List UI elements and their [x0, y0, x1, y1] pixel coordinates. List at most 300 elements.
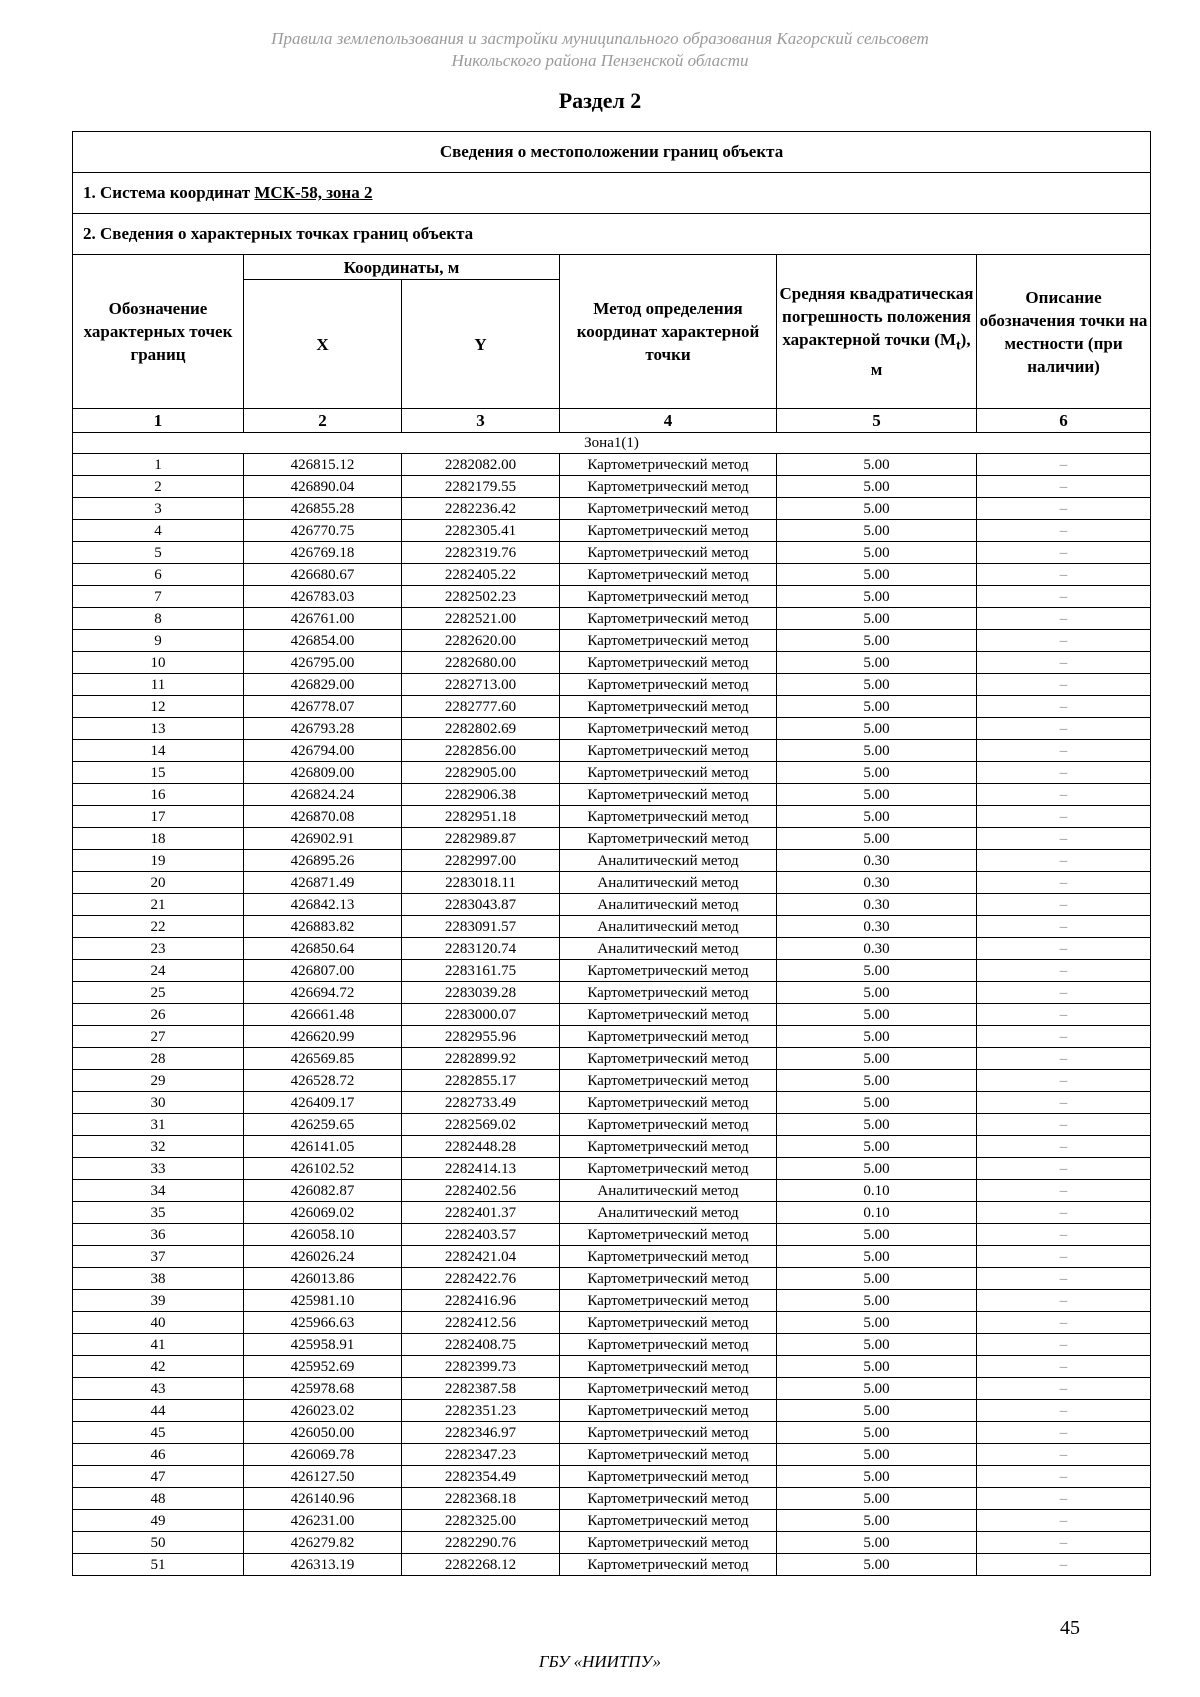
y-coordinate-cell: 2282802.69 — [402, 718, 560, 740]
description-cell: – — [977, 1444, 1151, 1466]
y-coordinate-cell: 2283161.75 — [402, 960, 560, 982]
x-coordinate-cell: 426824.24 — [244, 784, 402, 806]
description-cell: – — [977, 1202, 1151, 1224]
x-coordinate-cell: 426231.00 — [244, 1510, 402, 1532]
point-id-cell: 39 — [73, 1290, 244, 1312]
table-row — [73, 1290, 1151, 1312]
error-cell: 5.00 — [777, 630, 977, 652]
point-id-cell: 50 — [73, 1532, 244, 1554]
table-body — [73, 454, 1151, 1576]
table-row — [73, 828, 1151, 850]
x-coordinate-cell: 426141.05 — [244, 1136, 402, 1158]
y-coordinate-cell: 2282402.56 — [402, 1180, 560, 1202]
error-cell: 5.00 — [777, 1246, 977, 1268]
error-cell: 5.00 — [777, 784, 977, 806]
method-cell: Картометрический метод — [560, 1246, 777, 1268]
method-cell: Картометрический метод — [560, 1422, 777, 1444]
description-cell: – — [977, 1488, 1151, 1510]
x-coordinate-cell: 426871.49 — [244, 872, 402, 894]
point-id-cell: 27 — [73, 1026, 244, 1048]
point-id-cell: 16 — [73, 784, 244, 806]
page-number: 45 — [1060, 1617, 1080, 1639]
y-coordinate-cell: 2282236.42 — [402, 498, 560, 520]
point-id-cell: 8 — [73, 608, 244, 630]
x-coordinate-cell: 426783.03 — [244, 586, 402, 608]
x-coordinate-cell: 426795.00 — [244, 652, 402, 674]
error-cell: 5.00 — [777, 960, 977, 982]
description-cell: – — [977, 652, 1151, 674]
error-cell: 5.00 — [777, 1136, 977, 1158]
error-cell: 0.30 — [777, 894, 977, 916]
y-coordinate-cell: 2282405.22 — [402, 564, 560, 586]
point-id-cell: 13 — [73, 718, 244, 740]
x-coordinate-cell: 426842.13 — [244, 894, 402, 916]
y-coordinate-cell: 2282412.56 — [402, 1312, 560, 1334]
points-section-title: 2. Сведения о характерных точках границ объекта — [73, 214, 1151, 255]
x-coordinate-cell: 426058.10 — [244, 1224, 402, 1246]
description-cell: – — [977, 1554, 1151, 1576]
coordinate-system-label: 1. Система координат — [83, 183, 255, 202]
point-id-cell: 48 — [73, 1488, 244, 1510]
method-cell: Картометрический метод — [560, 1070, 777, 1092]
error-cell: 5.00 — [777, 674, 977, 696]
method-cell: Картометрический метод — [560, 630, 777, 652]
y-coordinate-cell: 2282290.76 — [402, 1532, 560, 1554]
table-row — [73, 1004, 1151, 1026]
table-row — [73, 1224, 1151, 1246]
error-cell: 5.00 — [777, 1422, 977, 1444]
section-title: Раздел 2 — [558, 88, 642, 113]
error-cell: 5.00 — [777, 1290, 977, 1312]
error-cell: 5.00 — [777, 1378, 977, 1400]
error-cell: 5.00 — [777, 652, 977, 674]
x-coordinate-cell: 426023.02 — [244, 1400, 402, 1422]
header-line-1: Правила землепользования и застройки муниципального образования Кагорский сельсовет — [271, 29, 929, 48]
method-cell: Картометрический метод — [560, 740, 777, 762]
y-coordinate-cell: 2282955.96 — [402, 1026, 560, 1048]
point-id-cell: 21 — [73, 894, 244, 916]
point-id-cell: 46 — [73, 1444, 244, 1466]
table-row — [73, 916, 1151, 938]
error-cell: 5.00 — [777, 586, 977, 608]
error-cell: 0.30 — [777, 916, 977, 938]
point-id-cell: 34 — [73, 1180, 244, 1202]
description-cell: – — [977, 674, 1151, 696]
header-description: Описание обозначения точки на местности (при наличии) — [977, 255, 1151, 409]
x-coordinate-cell: 426902.91 — [244, 828, 402, 850]
description-cell: – — [977, 696, 1151, 718]
header-coordinates: Координаты, м — [244, 255, 560, 280]
table-row — [73, 454, 1151, 476]
method-cell: Картометрический метод — [560, 696, 777, 718]
method-cell: Картометрический метод — [560, 1554, 777, 1576]
error-cell: 5.00 — [777, 982, 977, 1004]
method-cell: Картометрический метод — [560, 1488, 777, 1510]
y-coordinate-cell: 2282403.57 — [402, 1224, 560, 1246]
table-row — [73, 564, 1151, 586]
y-coordinate-cell: 2282399.73 — [402, 1356, 560, 1378]
method-cell: Картометрический метод — [560, 1334, 777, 1356]
method-cell: Картометрический метод — [560, 1378, 777, 1400]
y-coordinate-cell: 2282414.13 — [402, 1158, 560, 1180]
method-cell: Картометрический метод — [560, 498, 777, 520]
description-cell: – — [977, 916, 1151, 938]
document-header — [0, 28, 1200, 72]
table-row — [73, 1334, 1151, 1356]
y-coordinate-cell: 2282680.00 — [402, 652, 560, 674]
point-id-cell: 20 — [73, 872, 244, 894]
table-row — [73, 1202, 1151, 1224]
description-cell: – — [977, 454, 1151, 476]
error-cell: 5.00 — [777, 1400, 977, 1422]
description-cell: – — [977, 1114, 1151, 1136]
table-row — [73, 1312, 1151, 1334]
y-coordinate-cell: 2282354.49 — [402, 1466, 560, 1488]
point-id-cell: 44 — [73, 1400, 244, 1422]
method-cell: Аналитический метод — [560, 1180, 777, 1202]
description-cell: – — [977, 1356, 1151, 1378]
description-cell: – — [977, 1004, 1151, 1026]
x-coordinate-cell: 425958.91 — [244, 1334, 402, 1356]
point-id-cell: 32 — [73, 1136, 244, 1158]
description-cell: – — [977, 1400, 1151, 1422]
point-id-cell: 38 — [73, 1268, 244, 1290]
table-row — [73, 1092, 1151, 1114]
x-coordinate-cell: 426140.96 — [244, 1488, 402, 1510]
y-coordinate-cell: 2282777.60 — [402, 696, 560, 718]
error-cell: 5.00 — [777, 1356, 977, 1378]
method-cell: Картометрический метод — [560, 564, 777, 586]
point-id-cell: 14 — [73, 740, 244, 762]
x-coordinate-cell: 426680.67 — [244, 564, 402, 586]
description-cell: – — [977, 498, 1151, 520]
x-coordinate-cell: 426770.75 — [244, 520, 402, 542]
point-id-cell: 23 — [73, 938, 244, 960]
x-coordinate-cell: 426259.65 — [244, 1114, 402, 1136]
method-cell: Картометрический метод — [560, 652, 777, 674]
error-cell: 5.00 — [777, 564, 977, 586]
method-cell: Картометрический метод — [560, 1092, 777, 1114]
y-coordinate-cell: 2282325.00 — [402, 1510, 560, 1532]
description-cell: – — [977, 872, 1151, 894]
method-cell: Картометрический метод — [560, 784, 777, 806]
description-cell: – — [977, 1334, 1151, 1356]
point-id-cell: 40 — [73, 1312, 244, 1334]
y-coordinate-cell: 2282351.23 — [402, 1400, 560, 1422]
x-coordinate-cell: 426050.00 — [244, 1422, 402, 1444]
table-row — [73, 1048, 1151, 1070]
description-cell: – — [977, 1422, 1151, 1444]
method-cell: Картометрический метод — [560, 674, 777, 696]
column-number-4: 4 — [560, 409, 777, 433]
table-banner: Сведения о местоположении границ объекта — [73, 132, 1151, 173]
description-cell: – — [977, 1290, 1151, 1312]
description-cell: – — [977, 806, 1151, 828]
table-row — [73, 1378, 1151, 1400]
x-coordinate-cell: 426769.18 — [244, 542, 402, 564]
point-id-cell: 35 — [73, 1202, 244, 1224]
table-row — [73, 1400, 1151, 1422]
x-coordinate-cell: 426069.02 — [244, 1202, 402, 1224]
point-id-cell: 42 — [73, 1356, 244, 1378]
table-row — [73, 674, 1151, 696]
error-cell: 5.00 — [777, 828, 977, 850]
description-cell: – — [977, 960, 1151, 982]
description-cell: – — [977, 586, 1151, 608]
description-cell: – — [977, 630, 1151, 652]
x-coordinate-cell: 426013.86 — [244, 1268, 402, 1290]
description-cell: – — [977, 1510, 1151, 1532]
method-cell: Картометрический метод — [560, 1532, 777, 1554]
error-cell: 5.00 — [777, 1312, 977, 1334]
method-cell: Картометрический метод — [560, 1158, 777, 1180]
error-cell: 5.00 — [777, 1444, 977, 1466]
point-id-cell: 41 — [73, 1334, 244, 1356]
description-cell: – — [977, 718, 1151, 740]
y-coordinate-cell: 2282387.58 — [402, 1378, 560, 1400]
method-cell: Картометрический метод — [560, 542, 777, 564]
point-id-cell: 37 — [73, 1246, 244, 1268]
error-cell: 0.30 — [777, 872, 977, 894]
table-row — [73, 1070, 1151, 1092]
x-coordinate-cell: 426761.00 — [244, 608, 402, 630]
error-cell: 5.00 — [777, 1466, 977, 1488]
error-cell: 0.30 — [777, 850, 977, 872]
y-coordinate-cell: 2283018.11 — [402, 872, 560, 894]
method-cell: Картометрический метод — [560, 1290, 777, 1312]
y-coordinate-cell: 2282855.17 — [402, 1070, 560, 1092]
table-row — [73, 1246, 1151, 1268]
y-coordinate-cell: 2282713.00 — [402, 674, 560, 696]
table-row — [73, 1114, 1151, 1136]
method-cell: Картометрический метод — [560, 1268, 777, 1290]
point-id-cell: 3 — [73, 498, 244, 520]
method-cell: Аналитический метод — [560, 938, 777, 960]
table-row — [73, 608, 1151, 630]
header-error: Средняя квадратическая погрешность положения характерной точки $(M_t)$, м — [777, 255, 977, 409]
header-point: Обозначение характерных точек границ — [73, 255, 244, 409]
y-coordinate-cell: 2282401.37 — [402, 1202, 560, 1224]
table-row — [73, 938, 1151, 960]
column-number-1: 1 — [73, 409, 244, 433]
method-cell: Картометрический метод — [560, 1048, 777, 1070]
point-id-cell: 49 — [73, 1510, 244, 1532]
error-cell: 5.00 — [777, 542, 977, 564]
table-row — [73, 696, 1151, 718]
y-coordinate-cell: 2282989.87 — [402, 828, 560, 850]
method-cell: Картометрический метод — [560, 1312, 777, 1334]
error-cell: 5.00 — [777, 1026, 977, 1048]
y-coordinate-cell: 2282448.28 — [402, 1136, 560, 1158]
error-cell: 5.00 — [777, 1048, 977, 1070]
error-cell: 5.00 — [777, 1158, 977, 1180]
table-row — [73, 652, 1151, 674]
y-coordinate-cell: 2282569.02 — [402, 1114, 560, 1136]
x-coordinate-cell: 426069.78 — [244, 1444, 402, 1466]
table-row — [73, 1554, 1151, 1576]
coordinate-system-row — [73, 173, 1151, 214]
description-cell: – — [977, 1158, 1151, 1180]
column-number-5: 5 — [777, 409, 977, 433]
error-cell: 5.00 — [777, 806, 977, 828]
table-row — [73, 1510, 1151, 1532]
point-id-cell: 28 — [73, 1048, 244, 1070]
error-cell: 5.00 — [777, 1334, 977, 1356]
table-row — [73, 762, 1151, 784]
description-cell: – — [977, 1246, 1151, 1268]
point-id-cell: 11 — [73, 674, 244, 696]
point-id-cell: 19 — [73, 850, 244, 872]
table-row — [73, 1158, 1151, 1180]
x-coordinate-cell: 425952.69 — [244, 1356, 402, 1378]
x-coordinate-cell: 426409.17 — [244, 1092, 402, 1114]
description-cell: – — [977, 828, 1151, 850]
error-cell: 5.00 — [777, 1092, 977, 1114]
point-id-cell: 17 — [73, 806, 244, 828]
x-coordinate-cell: 426620.99 — [244, 1026, 402, 1048]
description-cell: – — [977, 850, 1151, 872]
x-coordinate-cell: 426807.00 — [244, 960, 402, 982]
x-coordinate-cell: 426694.72 — [244, 982, 402, 1004]
header-method: Метод определения координат характерной точки — [560, 255, 777, 409]
x-coordinate-cell: 426794.00 — [244, 740, 402, 762]
method-cell: Картометрический метод — [560, 806, 777, 828]
table-row — [73, 1136, 1151, 1158]
header-line-2: Никольского района Пензенской области — [451, 51, 749, 70]
point-id-cell: 33 — [73, 1158, 244, 1180]
x-coordinate-cell: 426815.12 — [244, 454, 402, 476]
point-id-cell: 2 — [73, 476, 244, 498]
error-cell: 5.00 — [777, 1554, 977, 1576]
description-cell: – — [977, 1180, 1151, 1202]
header-x: X — [244, 280, 402, 409]
point-id-cell: 51 — [73, 1554, 244, 1576]
method-cell: Картометрический метод — [560, 1224, 777, 1246]
y-coordinate-cell: 2282905.00 — [402, 762, 560, 784]
error-cell: 5.00 — [777, 1114, 977, 1136]
x-coordinate-cell: 426890.04 — [244, 476, 402, 498]
x-coordinate-cell: 425981.10 — [244, 1290, 402, 1312]
error-cell: 5.00 — [777, 762, 977, 784]
x-coordinate-cell: 426026.24 — [244, 1246, 402, 1268]
error-cell: 5.00 — [777, 476, 977, 498]
error-cell: 5.00 — [777, 1004, 977, 1026]
x-coordinate-cell: 425966.63 — [244, 1312, 402, 1334]
table-row — [73, 784, 1151, 806]
y-coordinate-cell: 2282368.18 — [402, 1488, 560, 1510]
error-cell: 5.00 — [777, 608, 977, 630]
error-cell: 5.00 — [777, 740, 977, 762]
point-id-cell: 29 — [73, 1070, 244, 1092]
y-coordinate-cell: 2283043.87 — [402, 894, 560, 916]
error-cell: 5.00 — [777, 696, 977, 718]
x-coordinate-cell: 426870.08 — [244, 806, 402, 828]
y-coordinate-cell: 2282268.12 — [402, 1554, 560, 1576]
point-id-cell: 26 — [73, 1004, 244, 1026]
description-cell: – — [977, 1026, 1151, 1048]
method-cell: Картометрический метод — [560, 718, 777, 740]
table-row — [73, 960, 1151, 982]
method-cell: Картометрический метод — [560, 762, 777, 784]
description-cell: – — [977, 1070, 1151, 1092]
y-coordinate-cell: 2282421.04 — [402, 1246, 560, 1268]
point-id-cell: 4 — [73, 520, 244, 542]
method-cell: Картометрический метод — [560, 1400, 777, 1422]
y-coordinate-cell: 2282422.76 — [402, 1268, 560, 1290]
table-row — [73, 718, 1151, 740]
x-coordinate-cell: 426855.28 — [244, 498, 402, 520]
table-row — [73, 498, 1151, 520]
error-cell: 5.00 — [777, 718, 977, 740]
x-coordinate-cell: 426895.26 — [244, 850, 402, 872]
method-cell: Картометрический метод — [560, 520, 777, 542]
method-cell: Картометрический метод — [560, 1026, 777, 1048]
description-cell: – — [977, 1378, 1151, 1400]
error-cell: 5.00 — [777, 1488, 977, 1510]
y-coordinate-cell: 2282319.76 — [402, 542, 560, 564]
description-cell: – — [977, 520, 1151, 542]
x-coordinate-cell: 426279.82 — [244, 1532, 402, 1554]
table-row — [73, 1180, 1151, 1202]
y-coordinate-cell: 2282620.00 — [402, 630, 560, 652]
description-cell: – — [977, 784, 1151, 806]
point-id-cell: 47 — [73, 1466, 244, 1488]
x-coordinate-cell: 426850.64 — [244, 938, 402, 960]
table-row — [73, 1532, 1151, 1554]
description-cell: – — [977, 894, 1151, 916]
point-id-cell: 24 — [73, 960, 244, 982]
description-cell: – — [977, 542, 1151, 564]
description-cell: – — [977, 740, 1151, 762]
table-row — [73, 894, 1151, 916]
y-coordinate-cell: 2283091.57 — [402, 916, 560, 938]
table-row — [73, 740, 1151, 762]
description-cell: – — [977, 1048, 1151, 1070]
description-cell: – — [977, 1224, 1151, 1246]
y-coordinate-cell: 2282179.55 — [402, 476, 560, 498]
table-row — [73, 1466, 1151, 1488]
table-row — [73, 806, 1151, 828]
x-coordinate-cell: 426661.48 — [244, 1004, 402, 1026]
y-coordinate-cell: 2283039.28 — [402, 982, 560, 1004]
x-coordinate-cell: 426793.28 — [244, 718, 402, 740]
error-cell: 5.00 — [777, 1268, 977, 1290]
point-id-cell: 1 — [73, 454, 244, 476]
table-row — [73, 982, 1151, 1004]
column-number-6: 6 — [977, 409, 1151, 433]
method-cell: Аналитический метод — [560, 850, 777, 872]
method-cell: Картометрический метод — [560, 1510, 777, 1532]
y-coordinate-cell: 2282408.75 — [402, 1334, 560, 1356]
table-row — [73, 1422, 1151, 1444]
table-row — [73, 1356, 1151, 1378]
x-coordinate-cell: 426778.07 — [244, 696, 402, 718]
x-coordinate-cell: 426102.52 — [244, 1158, 402, 1180]
error-cell: 0.10 — [777, 1180, 977, 1202]
point-id-cell: 43 — [73, 1378, 244, 1400]
point-id-cell: 45 — [73, 1422, 244, 1444]
point-id-cell: 6 — [73, 564, 244, 586]
y-coordinate-cell: 2282951.18 — [402, 806, 560, 828]
method-cell: Картометрический метод — [560, 828, 777, 850]
description-cell: – — [977, 762, 1151, 784]
y-coordinate-cell: 2282856.00 — [402, 740, 560, 762]
error-cell: 5.00 — [777, 498, 977, 520]
method-cell: Картометрический метод — [560, 1466, 777, 1488]
x-coordinate-cell: 426082.87 — [244, 1180, 402, 1202]
error-cell: 0.30 — [777, 938, 977, 960]
y-coordinate-cell: 2282416.96 — [402, 1290, 560, 1312]
